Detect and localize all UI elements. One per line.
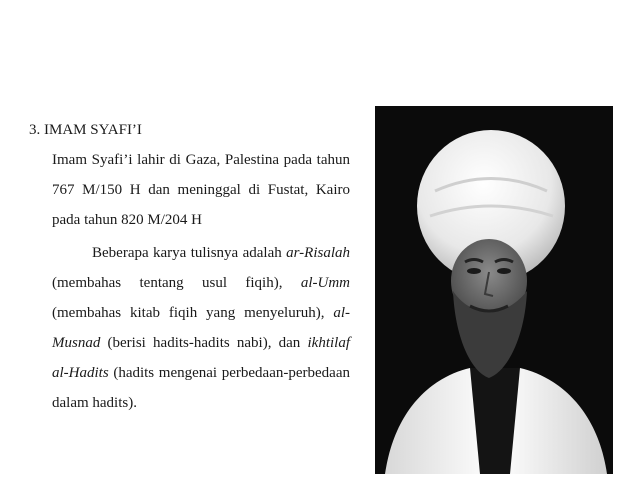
work-title-ikhtilaf-al-hadits: ikhtilaf al-Hadits: [52, 335, 350, 381]
works-text-4: (berisi hadits-hadits nabi), dan: [100, 335, 308, 351]
works-text-5: (hadits mengenai perbedaan-perbedaan dalam hadits).: [52, 365, 350, 411]
section-heading: 3. IMAM SYAFI’I: [29, 122, 142, 138]
works-text-3: (membahas kitab fiqih yang menyeluruh),: [52, 305, 334, 321]
right-eye: [497, 268, 511, 274]
biography-paragraph: Imam Syafi’i lahir di Gaza, Palestina pada tahun 767 M/150 H dan meninggal di Fustat, Kairo pada tahun 820 M/204 H: [52, 152, 350, 228]
work-title-al-musnad: al-Musnad: [52, 305, 350, 351]
work-title-al-umm: al-Umm: [300, 275, 350, 291]
portrait-image: [375, 106, 613, 474]
works-text-1: Beberapa karya tulisnya adalah: [92, 245, 287, 261]
portrait-illustration: [375, 106, 613, 474]
left-eye: [467, 268, 481, 274]
work-title-ar-risalah: ar-Risalah: [286, 245, 350, 261]
works-text-2: (membahas tentang usul fiqih),: [52, 275, 301, 291]
works-paragraph: [52, 238, 350, 418]
